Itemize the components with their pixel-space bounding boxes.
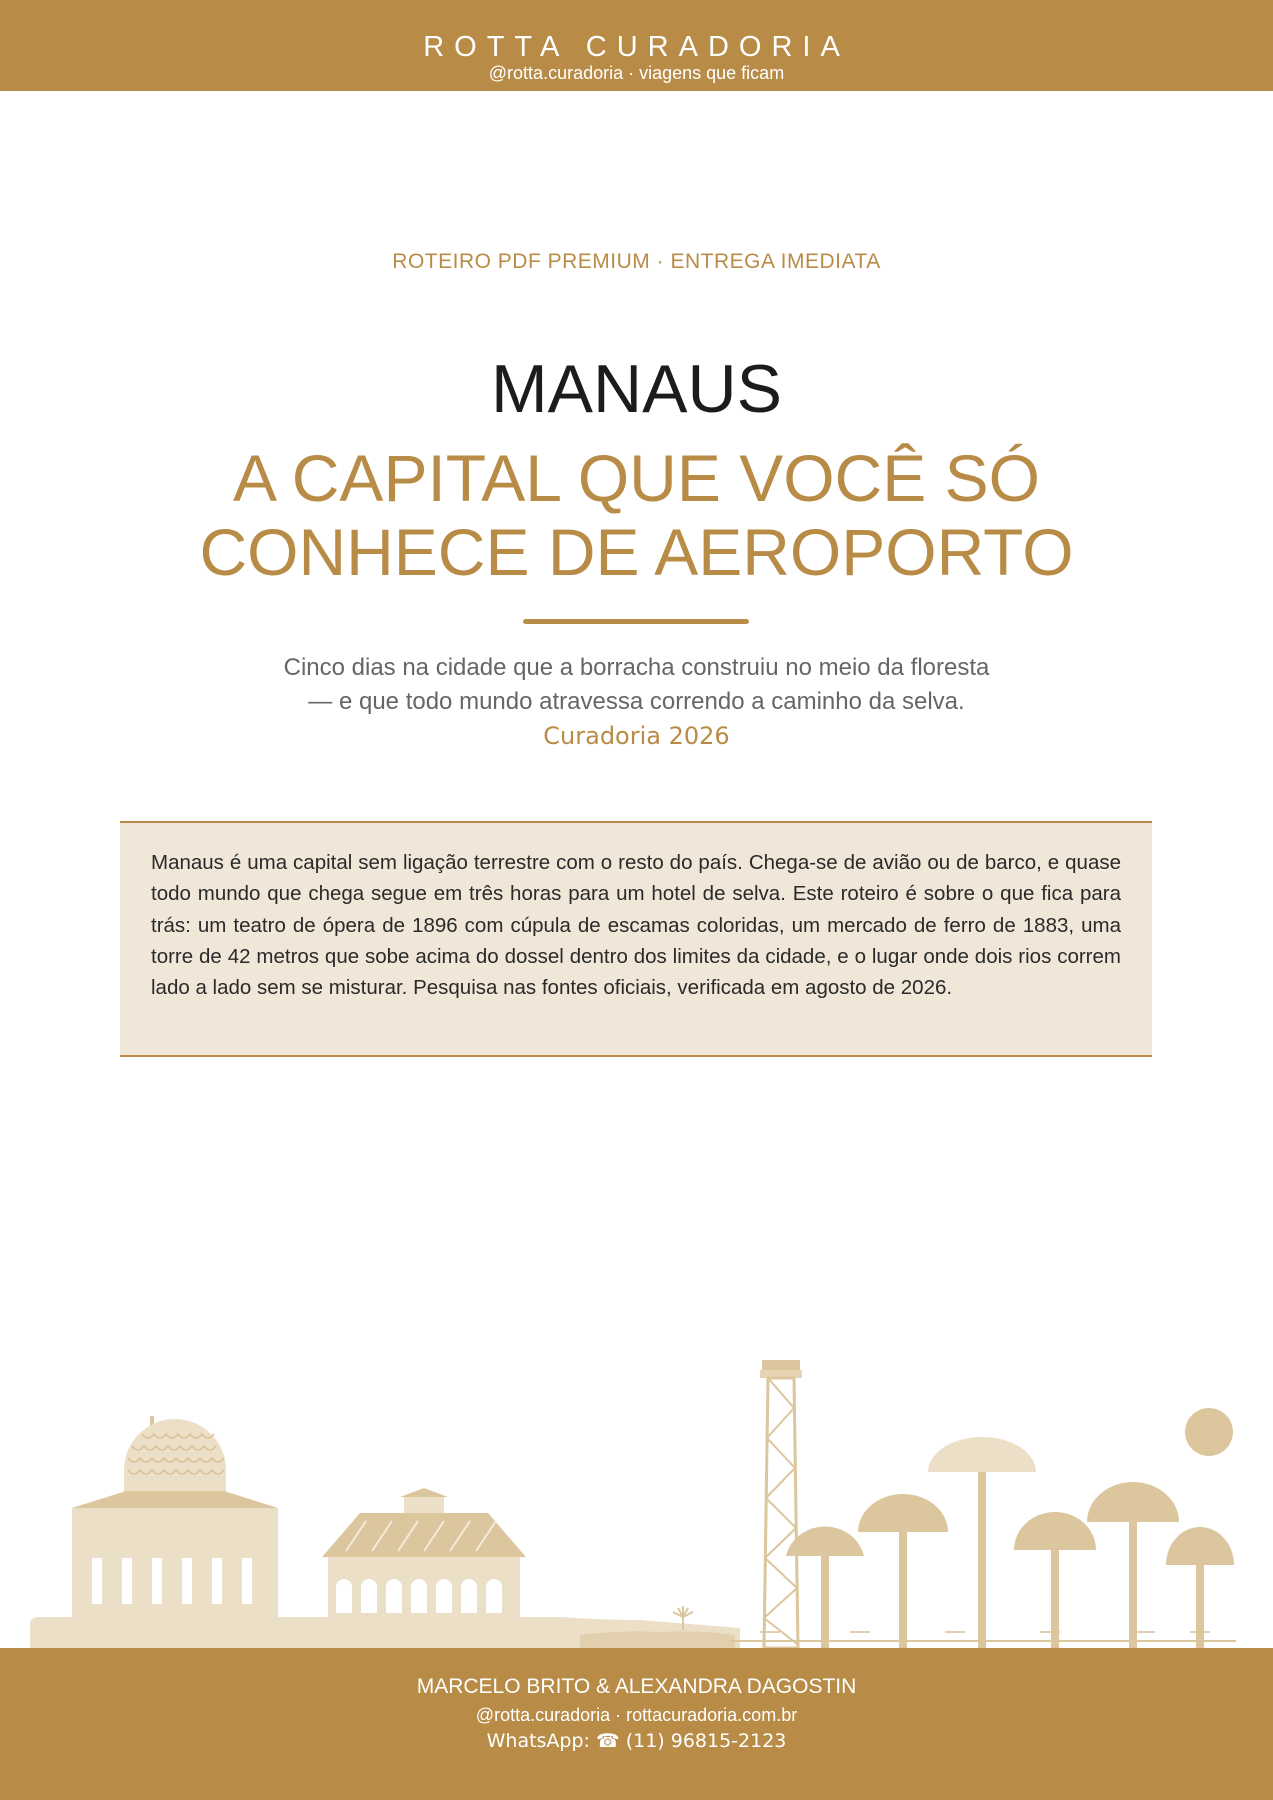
canopy-trees-icon: [786, 1437, 1234, 1648]
intro-panel: [120, 821, 1152, 1057]
footer-links: @rotta.curadoria · rottacuradoria.com.br: [475, 1705, 798, 1725]
subtitle-line-2: — e que todo mundo atravessa correndo a caminho da selva.: [308, 688, 965, 715]
brand-tagline: @rotta.curadoria · viagens que ficam: [488, 63, 785, 83]
footer-bar: [0, 1648, 1273, 1800]
footer-authors: MARCELO BRITO & ALEXANDRA DAGOSTIN: [416, 1675, 857, 1698]
opera-house-icon: [72, 1416, 278, 1618]
subtitle-line-1: Cinco dias na cidade que a borracha construiu no meio da floresta: [283, 654, 990, 681]
brand-name: ROTTA CURADORIA: [423, 31, 850, 63]
product-eyebrow: ROTEIRO PDF PREMIUM · ENTREGA IMEDIATA: [392, 250, 881, 273]
header-bar: [0, 0, 1273, 91]
city-title: MANAUS: [491, 351, 782, 427]
river-sandbar: [580, 1631, 735, 1648]
title-divider: [523, 619, 749, 624]
cover-headline: A CAPITAL QUE VOCÊ SÓ CONHECE DE AEROPORTO: [199, 441, 1074, 589]
iron-market-icon: [322, 1488, 526, 1620]
footer-whatsapp: WhatsApp: ☎ (11) 96815-2123: [486, 1730, 787, 1752]
observation-tower-icon: [760, 1360, 802, 1648]
cover-subtitle: [220, 651, 1053, 719]
sun-icon: [1185, 1408, 1233, 1456]
manaus-skyline-illustration: [0, 1330, 1273, 1648]
edition-label: Curadoria 2026: [543, 722, 730, 750]
intro-text: Manaus é uma capital sem ligação terrestre com o resto do país. Chega-se de avião ou de barco, e quase todo mundo que chega segue em três horas para um hotel de selva. Este roteiro é sobre o que fica para trás: um teatro de ópera de 1896 com cúpula de escamas coloridas, um mercado de ferro de 1883, uma torre de 42 metros que sobe acima do dossel dentro dos limites da cidade, e o lugar onde dois rios correm lado a lado sem se misturar. Pesquisa nas fontes oficiais, verificada em agosto de 2026.: [151, 851, 1121, 1000]
